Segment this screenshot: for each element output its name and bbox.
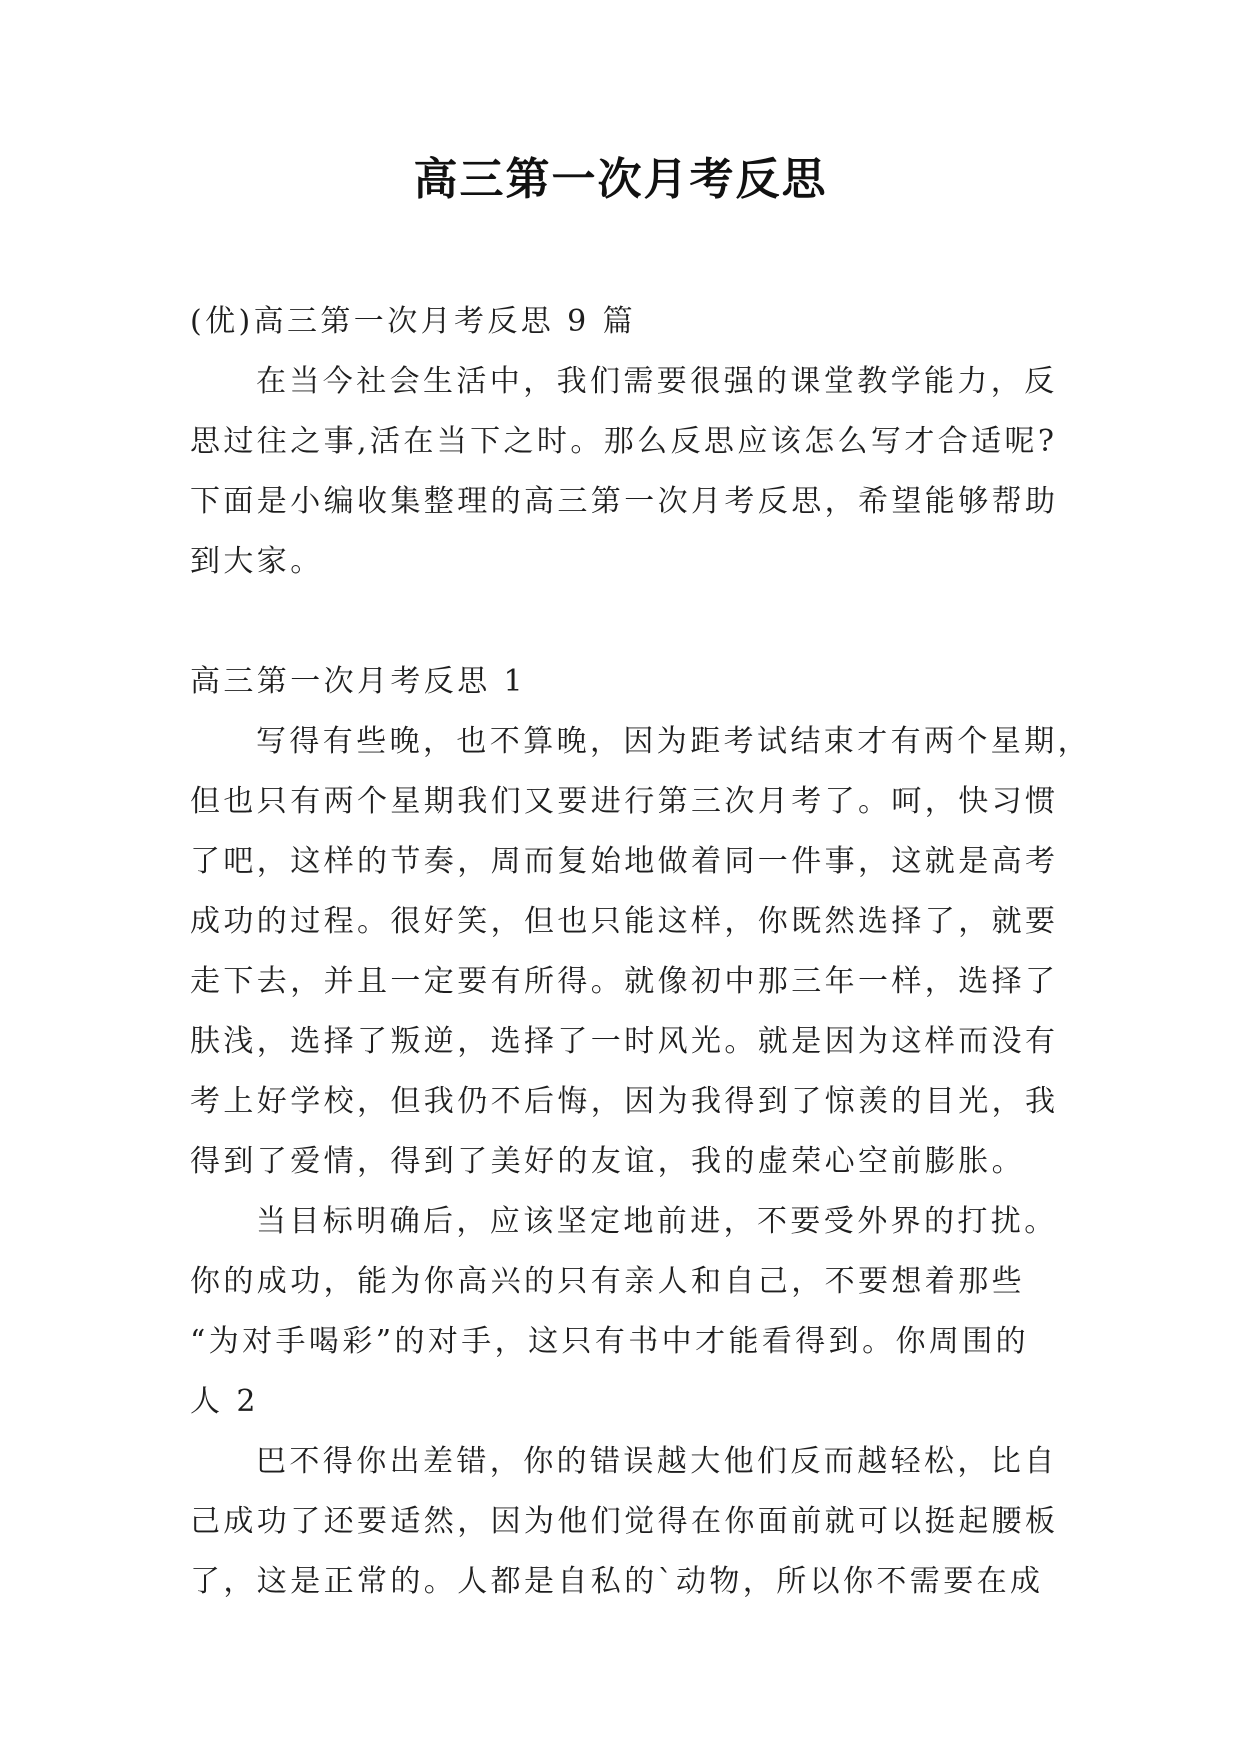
intro-paragraph-line: 思过往之事,活在当下之时。那么反思应该怎么写才合适呢? bbox=[190, 424, 1058, 459]
intro-paragraph-line: 下面是小编收集整理的高三第一次月考反思，希望能够帮助 bbox=[190, 484, 1059, 519]
body-paragraph-line: 得到了爱情，得到了美好的友谊，我的虚荣心空前膨胀。 bbox=[190, 1144, 1025, 1179]
document-body bbox=[190, 292, 1091, 1612]
section-heading: 高三第一次月考反思 1 bbox=[190, 664, 527, 699]
body-paragraph-line: 了，这是正常的。人都是自私的`动物，所以你不需要在成 bbox=[190, 1564, 1044, 1599]
body-paragraph-line: 肤浅，选择了叛逆，选择了一时风光。就是因为这样而没有 bbox=[190, 1024, 1059, 1059]
body-paragraph-line: 了吧，这样的节奏，周而复始地做着同一件事，这就是高考 bbox=[190, 844, 1059, 879]
body-paragraph-line: 当目标明确后，应该坚定地前进，不要受外界的打扰。 bbox=[256, 1204, 1058, 1239]
article-subtitle: (优)高三第一次月考反思 9 篇 bbox=[190, 304, 636, 339]
paragraph-gap bbox=[190, 592, 1070, 652]
body-paragraph-line: “为对手喝彩”的对手，这只有书中才能看得到。你周围的 bbox=[190, 1324, 1030, 1359]
intro-paragraph-line: 在当今社会生活中，我们需要很强的课堂教学能力，反 bbox=[256, 364, 1058, 399]
body-paragraph-line: 你的成功，能为你高兴的只有亲人和自己，不要想着那些 bbox=[190, 1264, 1025, 1299]
body-paragraph-line: 己成功了还要适然，因为他们觉得在你面前就可以挺起腰板 bbox=[190, 1504, 1059, 1539]
body-paragraph-line: 走下去，并且一定要有所得。就像初中那三年一样，选择了 bbox=[190, 964, 1059, 999]
body-paragraph-line: 考上好学校，但我仍不后悔，因为我得到了惊羡的目光，我 bbox=[190, 1084, 1059, 1119]
body-paragraph-line: 巴不得你出差错，你的错误越大他们反而越轻松，比自 bbox=[256, 1444, 1058, 1479]
body-paragraph-line: 成功的过程。很好笑，但也只能这样，你既然选择了，就要 bbox=[190, 904, 1059, 939]
document-title: 高三第一次月考反思 bbox=[413, 154, 828, 205]
body-paragraph-line: 人 2 bbox=[190, 1384, 259, 1419]
intro-paragraph-line: 到大家。 bbox=[190, 544, 324, 579]
body-paragraph-line: 写得有些晚，也不算晚，因为距考试结束才有两个星期， bbox=[256, 724, 1091, 759]
body-paragraph-line: 但也只有两个星期我们又要进行第三次月考了。呵，快习惯 bbox=[190, 784, 1059, 819]
